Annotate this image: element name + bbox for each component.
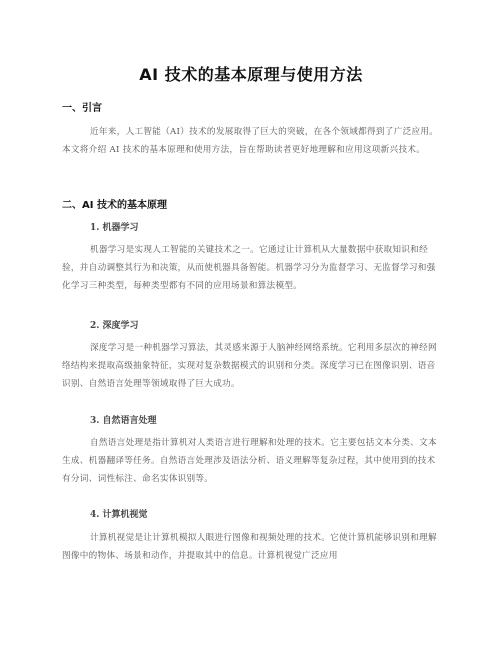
subsection-title-deep-learning: 2. 深度学习 xyxy=(90,321,139,331)
section-heading-introduction: 一、引言 xyxy=(62,103,102,114)
subsection-title-machine-learning: 1. 机器学习 xyxy=(90,223,139,233)
subsection-title-nlp: 3. 自然语言处理 xyxy=(90,416,157,426)
introduction-paragraph: 近年来，人工智能（AI）技术的发展取得了巨大的突破，在各个领域都得到了广泛应用。本文将介绍 AI 技术的基本原理和使用方法，旨在帮助读者更好地理解和应用这项新兴技术。 xyxy=(62,127,439,155)
subsection-title-computer-vision: 4. 计算机视觉 xyxy=(90,510,148,520)
deep-learning-paragraph: 深度学习是一种机器学习算法，其灵感来源于人脑神经网络系统。它利用多层次的神经网络结构来提取高级抽象特征，实现对复杂数据模式的识别和分类。深度学习已在图像识别、语音识别、自然语言处理等领域取得了巨大成功。 xyxy=(62,343,437,389)
nlp-paragraph: 自然语言处理是指计算机对人类语言进行理解和处理的技术。它主要包括文本分类、文本生成、机器翻译等任务。自然语言处理涉及语法分析、语义理解等复杂过程，其中使用到的技术有分词、词性标注、命名实体识别等。 xyxy=(62,438,437,484)
computer-vision-paragraph: 计算机视觉是让计算机模拟人眼进行图像和视频处理的技术。它使计算机能够识别和理解图像中的物体、场景和动作，并提取其中的信息。计算机视觉广泛应用 xyxy=(62,533,437,561)
section-heading-principles: 二、AI 技术的基本原理 xyxy=(62,200,167,211)
document-title: AI 技术的基本原理与使用方法 xyxy=(139,65,363,84)
machine-learning-paragraph: 机器学习是实现人工智能的关键技术之一。它通过让计算机从大量数据中获取知识和经验，并自动调整其行为和决策，从而使机器具备智能。机器学习分为监督学习、无监督学习和强化学习三种类型，每种类型都有不同的应用场景和算法模型。 xyxy=(62,245,436,291)
